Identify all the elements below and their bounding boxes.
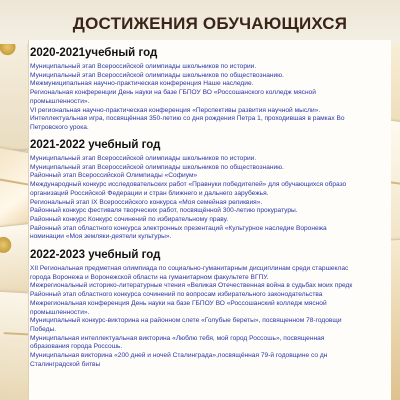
list-item: Муниципальная интеллектуальная викторина «Люблю тебя, мой город Россошь», посвященная xyxy=(30,334,325,342)
emblem-icon xyxy=(0,236,12,254)
list-item: Интеллектуальная игра, посвящённая 350-летию со дня рождения Петра 1, проходившая в рамках Во xyxy=(30,115,345,123)
list-item: Международный конкурс исследовательских работ «Правнуки победителей» для обучающихся образо xyxy=(30,181,347,189)
list-item: Региональный этап IX Всероссийского конкурса «Моя семейная реликвия». xyxy=(30,198,263,206)
list-item: Муниципальный этап Всероссийской олимпиады школьников по обществознанию. xyxy=(30,163,284,171)
list-item: промышленности». xyxy=(30,308,90,316)
list-item: Муниципальный этап Всероссийской олимпиады школьников по обществознанию. xyxy=(30,71,284,79)
list-item: Победы. xyxy=(30,325,57,333)
year-heading-2020-2021: 2020-2021учебный год xyxy=(30,47,158,59)
achievement-list-2020-2021 xyxy=(30,63,400,133)
list-item: Межрегиональная конференция День науки на базе ГБПОУ ВО «Россошанский колледж мясной xyxy=(30,299,327,307)
list-item: Межмуниципальная научно-практическая конференция Наше наследие. xyxy=(30,80,254,88)
list-item: Региональная конференции День науки на базе ГБПОУ ВО «Россошанского колледж мясной xyxy=(30,89,316,97)
list-item: номинации «Моя земляки-деятели культуры». xyxy=(30,233,172,241)
list-item: Муниципальная викторина «200 дней и ночей Сталинграда»,посвящённая 79-й годовщине со дн xyxy=(30,352,328,360)
list-item: Районный конкурс Конкурс сочинений по избирательному праву. xyxy=(30,215,229,223)
page-title: ДОСТИЖЕНИЯ ОБУЧАЮЩИХСЯ xyxy=(72,14,348,33)
list-item: Муниципальный конкурс-викторина на районном слете «Голубые береты», посвященном 78-годовщи xyxy=(30,317,342,325)
list-item: Районный этап областного конкурса сочинений по вопросам избирательного законодательства xyxy=(30,291,323,299)
list-item: Сталинградской битвы xyxy=(30,360,101,368)
list-item: XII Региональная предметная олимпиада по социально-гуманитарным дисциплинам среди старшеклас xyxy=(30,265,349,272)
list-item: Районный этап областного конкурса электронных презентаций «Культурное наследие Воронежа xyxy=(30,224,327,232)
list-item: VI региональная научно-практическая конференция «Перспективы развития научной мысли». xyxy=(30,106,321,114)
year-heading-2022-2023: 2022-2023 учебный год xyxy=(30,249,161,261)
list-item: Районный этап Всероссийской Олимпиады «Софиум» xyxy=(30,172,198,180)
list-item: Районный конкурс фестиваля творческих работ, посвящённой 300-летию прокуратуры. xyxy=(30,207,298,215)
achievement-list-2021-2022 xyxy=(30,155,400,242)
list-item: Муниципальный этап Всероссийской олимпиады школьников по истории. xyxy=(30,155,257,162)
list-item: организаций Российской Федерации и стран ближнего и дальнего зарубежья. xyxy=(30,189,269,197)
list-item: промышленности». xyxy=(30,97,90,105)
list-item: Муниципальный этап Всероссийской олимпиады школьников по истории. xyxy=(30,63,257,70)
achievement-list-2022-2023 xyxy=(30,265,400,369)
list-item: образования города Россошь. xyxy=(30,343,123,351)
list-item: Петровского урока. xyxy=(30,123,89,131)
list-item: Межрегиональный историко-литературные чтения «Великая Отечественная война в судьбах моих предк xyxy=(30,282,353,290)
list-item: города Воронежа и Воронежской области на гуманитарном факультете ВГПУ. xyxy=(30,273,269,281)
year-heading-2021-2022: 2021-2022 учебный год xyxy=(30,139,161,151)
